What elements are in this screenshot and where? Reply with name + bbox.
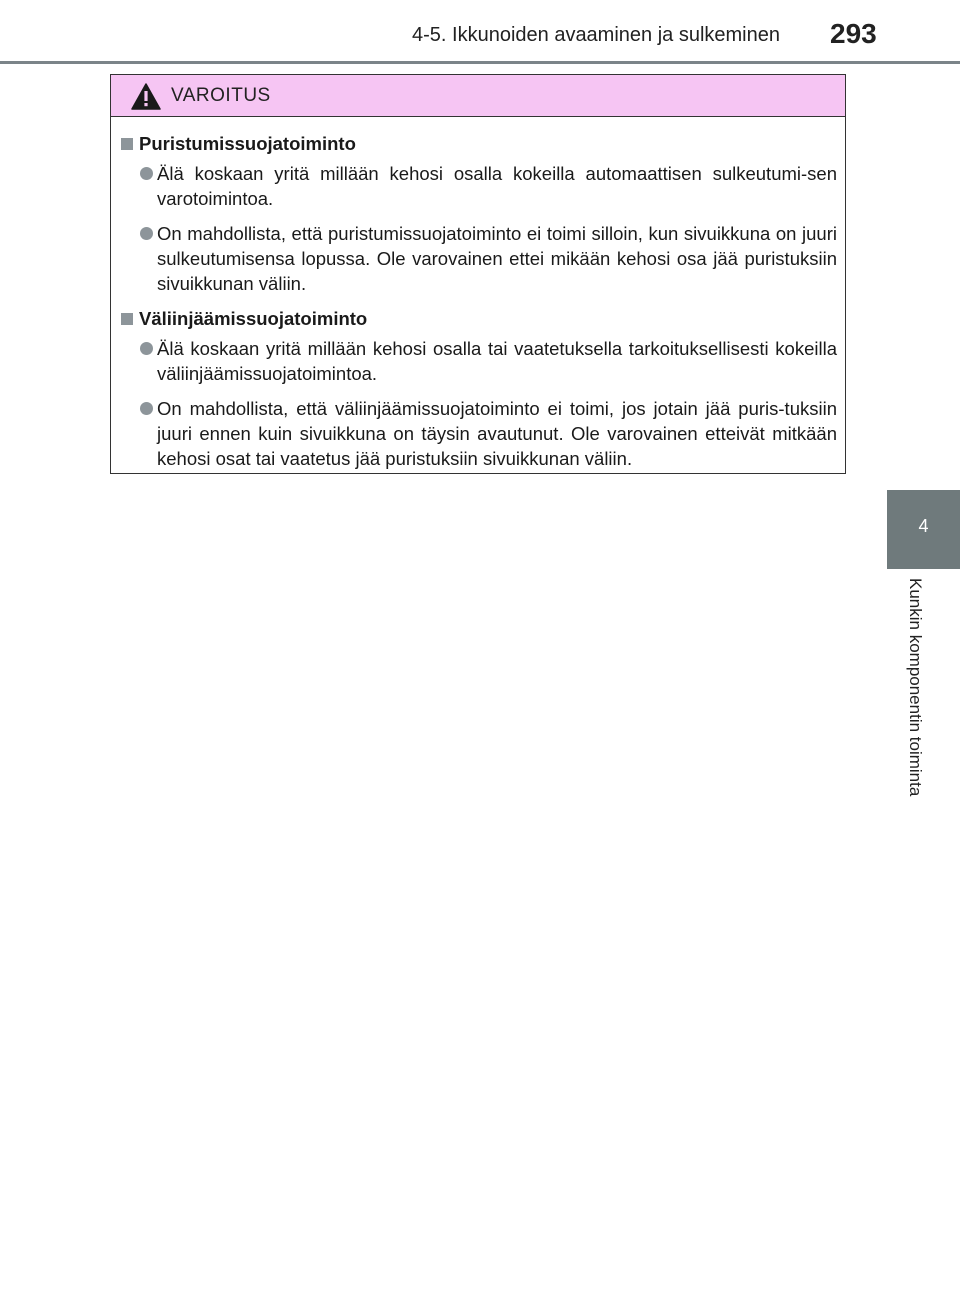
warning-triangle-icon (131, 83, 161, 110)
warning-title: VAROITUS (171, 85, 271, 106)
list-item-text: Älä koskaan yritä millään kehosi osalla kokeilla automaattisen sulkeutumi-sen varotoimintoa. (157, 163, 837, 209)
section-heading-jam (119, 306, 837, 332)
chapter-number: 4 (918, 516, 929, 536)
list-item-text: On mahdollista, että väliinjäämissuojatoiminto ei toimi, jos jotain jää puris-tuksiin juuri ennen kuin sivuikkuna on täysin avautunut. Ole varovainen etteivät mitkään kehosi osat tai vaatetus jää puristuksiin sivuikkunan väliin. (157, 398, 837, 469)
round-bullet-icon (140, 227, 153, 240)
chapter-title: Kunkin komponentin toiminta (906, 578, 925, 797)
list-item (119, 221, 837, 296)
section-title: 4-5. Ikkunoiden avaaminen ja sulkeminen (412, 24, 780, 46)
chapter-tab (887, 490, 960, 569)
list-item (119, 336, 837, 386)
section-heading-text: Väliinjäämissuojatoiminto (139, 308, 368, 329)
header-divider (0, 61, 960, 64)
list-item (119, 396, 837, 471)
round-bullet-icon (140, 342, 153, 355)
round-bullet-icon (140, 402, 153, 415)
list-item (119, 161, 837, 211)
square-bullet-icon (121, 313, 133, 325)
page-number: 293 (830, 18, 877, 49)
warning-box (110, 74, 846, 474)
list-item-text: On mahdollista, että puristumissuojatoiminto ei toimi silloin, kun sivuikkuna on juuri sulkeutumisensa lopussa. Ole varovainen ettei mikään kehosi osa jää puristuksiin sivuikkunan väliin. (157, 223, 837, 294)
section-heading-pinch (119, 131, 837, 157)
warning-header (111, 75, 845, 117)
round-bullet-icon (140, 167, 153, 180)
square-bullet-icon (121, 138, 133, 150)
list-item-text: Älä koskaan yritä millään kehosi osalla tai vaatetuksella tarkoituksellisesti kokeilla väliinjäämissuojatoimintoa. (157, 338, 837, 384)
warning-body (111, 117, 845, 471)
section-heading-text: Puristumissuojatoiminto (139, 133, 356, 154)
